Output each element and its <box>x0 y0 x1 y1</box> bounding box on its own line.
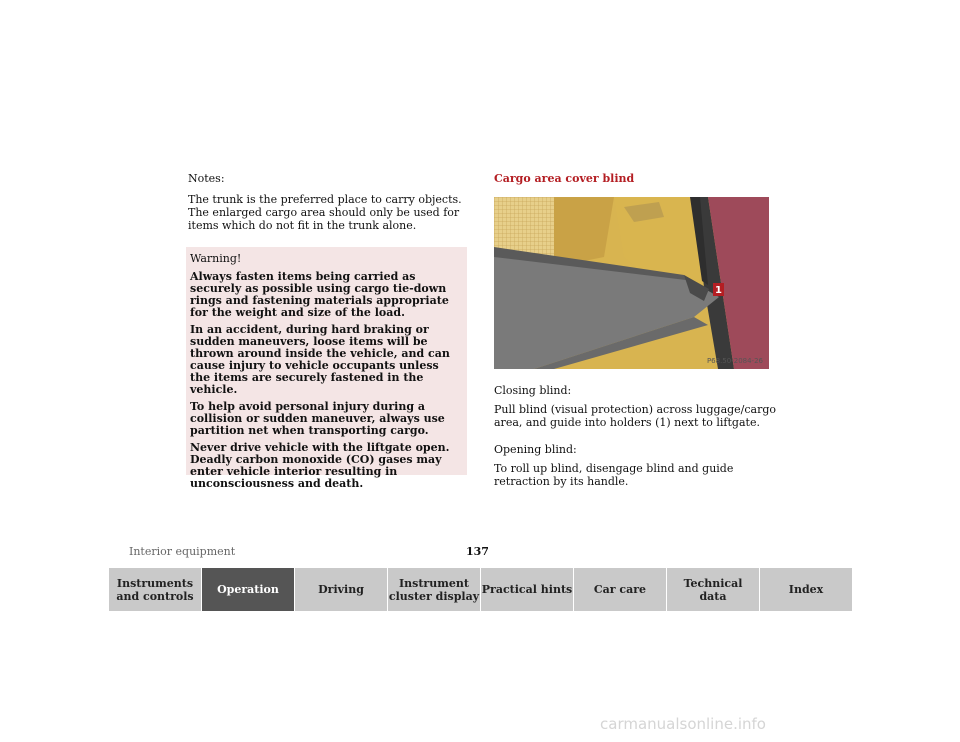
notes-heading: Notes: <box>188 172 225 185</box>
warning-paragraph: To help avoid personal injury during a collision or sudden maneuver, always use partition net when transporting cargo. <box>190 400 445 437</box>
warning-box <box>186 247 467 490</box>
nav-practical-hints[interactable]: Practical hints <box>481 568 574 611</box>
nav-index[interactable]: Index <box>760 568 852 611</box>
warning-paragraph: In an accident, during hard braking or sudden maneuvers, loose items will be thrown around inside the vehicle, and can cause injury to vehicle occupants unless the items are securely fastened in the vehicle. <box>190 323 450 396</box>
callout-1: 1 <box>715 285 722 296</box>
nav-car-care[interactable]: Car care <box>574 568 667 611</box>
instructions <box>494 384 784 494</box>
nav-operation[interactable]: Operation <box>202 568 295 611</box>
warning-title: Warning! <box>190 252 242 265</box>
left-column <box>188 172 473 240</box>
nav-instrument-cluster-display[interactable]: Instrument cluster display <box>388 568 481 611</box>
closing-heading: Closing blind: <box>494 384 572 397</box>
nav-driving[interactable]: Driving <box>295 568 388 611</box>
opening-text: To roll up blind, disengage blind and guide retraction by its handle. <box>494 462 734 488</box>
footer-section-title: Interior equipment <box>129 545 236 558</box>
figure-code: P68.50-2084-26 <box>706 357 763 365</box>
closing-text: Pull blind (visual protection) across luggage/cargo area, and guide into holders (1) next to liftgate. <box>494 403 777 429</box>
nav-instruments-and-controls[interactable]: Instruments and controls <box>109 568 202 611</box>
warning-paragraph: Always fasten items being carried as securely as possible using cargo tie-down rings and fastening materials appropriate for the weight and size of the load. <box>190 270 449 319</box>
cargo-cover-drawing <box>494 197 769 369</box>
watermark: carmanualsonline.info <box>600 715 766 733</box>
opening-heading: Opening blind: <box>494 443 577 456</box>
right-column <box>494 172 784 198</box>
bottom-nav <box>109 568 852 611</box>
nav-technical-data[interactable]: Technical data <box>667 568 760 611</box>
cargo-cover-illustration <box>494 197 769 369</box>
section-heading: Cargo area cover blind <box>494 172 635 185</box>
notes-text: The trunk is the preferred place to carry objects. The enlarged cargo area should only be used for items which do not fit in the trunk alone. <box>188 193 462 232</box>
warning-paragraph: Never drive vehicle with the liftgate open. Deadly carbon monoxide (CO) gases may enter vehicle interior resulting in unconsciousness and death. <box>190 441 450 490</box>
page-number: 137 <box>466 545 489 558</box>
